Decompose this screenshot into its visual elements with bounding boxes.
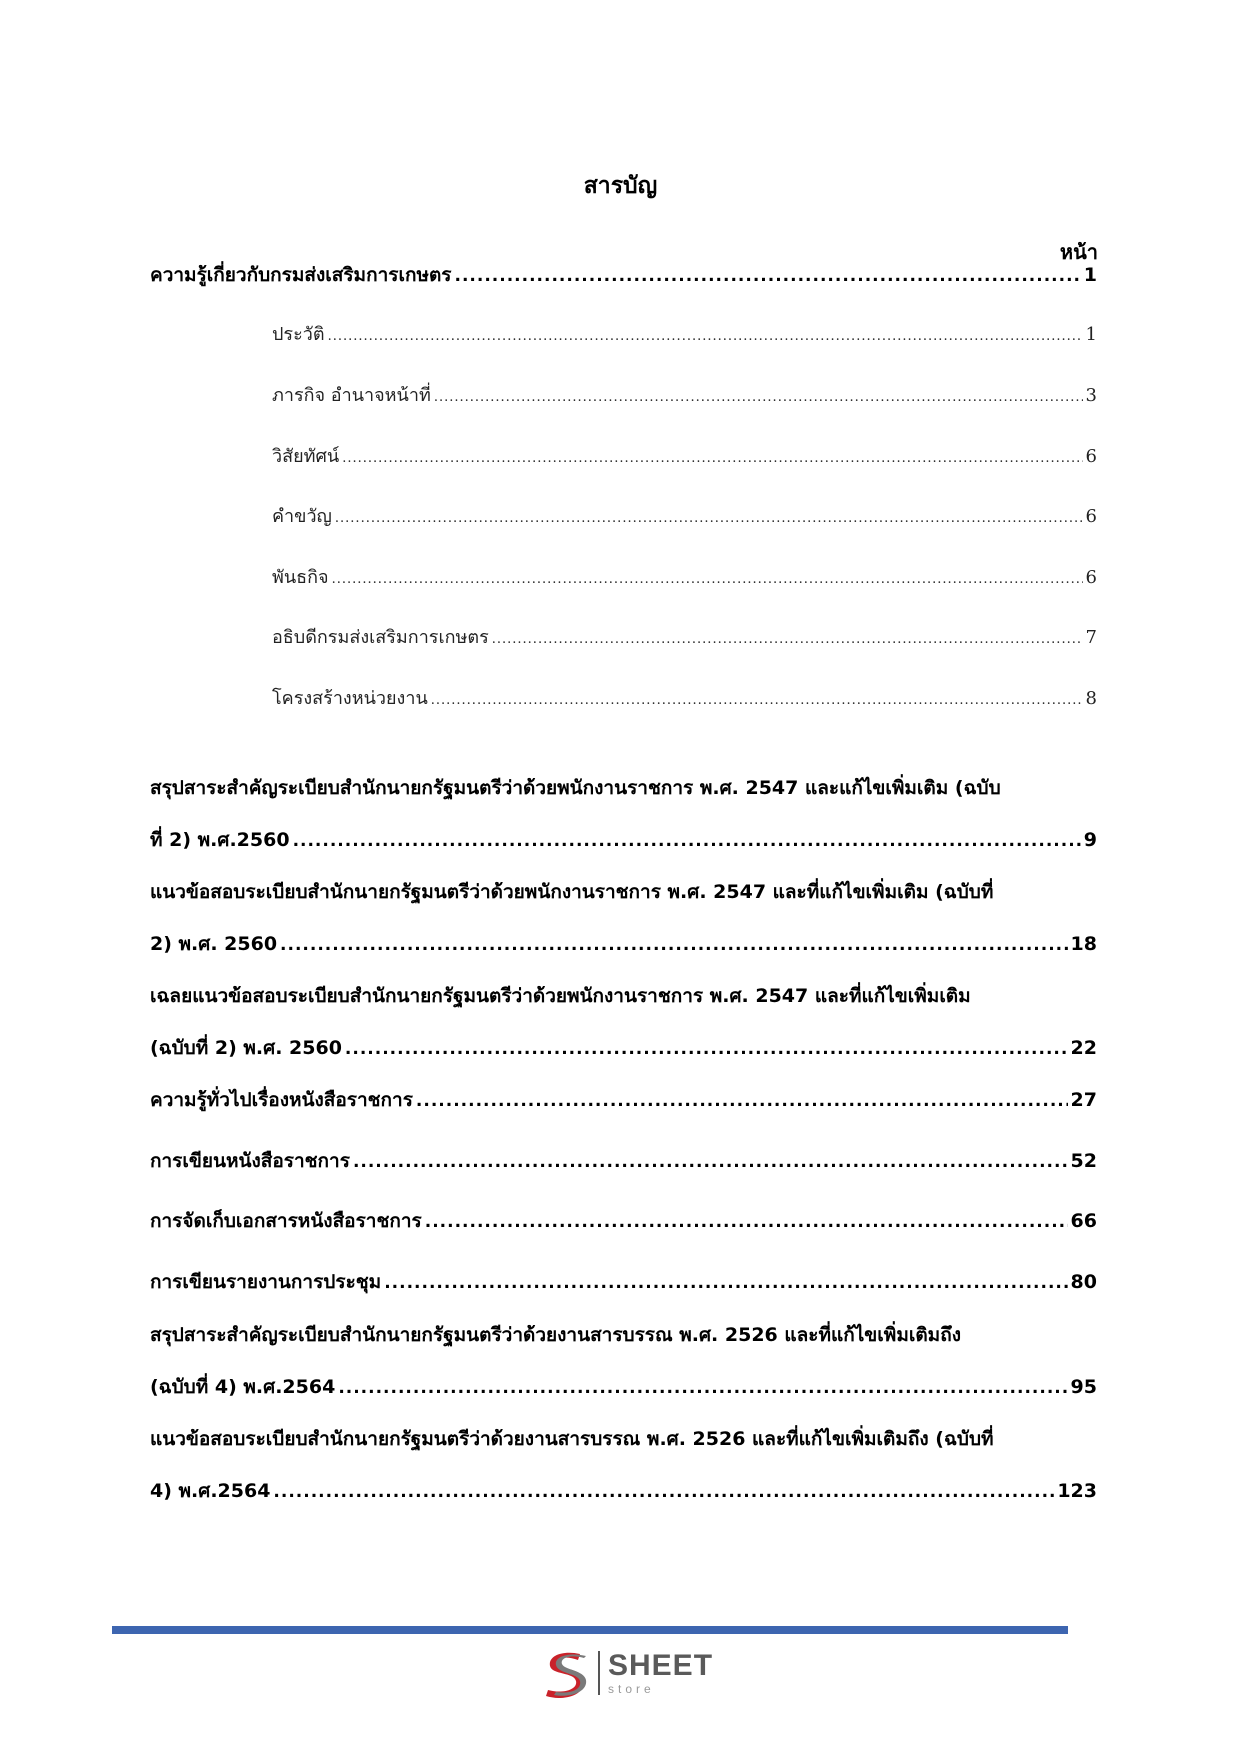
toc-entry-text: การเขียนรายงานการประชุม bbox=[150, 1271, 382, 1293]
toc-entry-page: 1 bbox=[1083, 264, 1097, 286]
toc-entry-text: การจัดเก็บเอกสารหนังสือราชการ bbox=[150, 1210, 422, 1232]
toc-entry-page: 6 bbox=[1085, 446, 1097, 467]
sheet-store-logo bbox=[540, 1648, 713, 1698]
toc-entry-text-line2: (ฉบับที่ 2) พ.ศ. 2560 bbox=[150, 1037, 342, 1059]
toc-sub-entry[interactable] bbox=[272, 563, 1097, 593]
leader-dots bbox=[332, 565, 1083, 595]
toc-entry-text-line2: ที่ 2) พ.ศ.2560 bbox=[150, 829, 290, 851]
toc-entry-text: ความรู้เกี่ยวกับกรมส่งเสริมการเกษตร bbox=[150, 264, 452, 286]
leader-dots bbox=[431, 686, 1083, 716]
logo-separator bbox=[598, 1651, 600, 1695]
leader-dots bbox=[492, 625, 1083, 655]
toc-entry-text-line2: (ฉบับที่ 4) พ.ศ.2564 bbox=[150, 1376, 336, 1398]
toc-entry-text: ความรู้ทั่วไปเรื่องหนังสือราชการ bbox=[150, 1089, 413, 1111]
toc-entry-text: พันธกิจ bbox=[272, 567, 329, 588]
leader-dots bbox=[328, 322, 1083, 352]
toc-entry-text-line1: เฉลยแนวข้อสอบระเบียบสำนักนายกรัฐมนตรีว่าด้วยพนักงานราชการ พ.ศ. 2547 และที่แก้ไขเพิ่มเติม bbox=[150, 985, 971, 1007]
toc-entry-page: 123 bbox=[1057, 1480, 1097, 1502]
leader-dots bbox=[384, 1268, 1067, 1298]
toc-entry-page: 8 bbox=[1085, 688, 1097, 709]
leader-dots bbox=[434, 383, 1083, 413]
leader-dots bbox=[455, 261, 1081, 291]
toc-title: สารบัญ bbox=[583, 173, 658, 199]
toc-sub-entry[interactable] bbox=[272, 320, 1097, 350]
leader-dots bbox=[273, 1477, 1054, 1507]
toc-entry-page: 80 bbox=[1070, 1271, 1097, 1293]
leader-dots bbox=[280, 930, 1068, 960]
toc-entry-text: ภารกิจ อำนาจหน้าที่ bbox=[272, 385, 431, 406]
toc-sub-entry[interactable] bbox=[272, 502, 1097, 532]
toc-entry-text-line1: แนวข้อสอบระเบียบสำนักนายกรัฐมนตรีว่าด้วยงานสารบรรณ พ.ศ. 2526 และที่แก้ไขเพิ่มเติมถึง (ฉบับที่ bbox=[150, 1428, 994, 1450]
page-column-header: หน้า bbox=[1059, 240, 1098, 264]
toc-entry-page: 66 bbox=[1070, 1210, 1097, 1232]
leader-dots bbox=[416, 1086, 1068, 1116]
toc-entry[interactable] bbox=[150, 260, 1097, 290]
toc-entry-text: โครงสร้างหน่วยงาน bbox=[272, 688, 428, 709]
toc-sub-entry[interactable] bbox=[272, 623, 1097, 653]
toc-entry-page: 22 bbox=[1070, 1037, 1097, 1059]
toc-entry[interactable] bbox=[150, 1267, 1097, 1297]
sheet-store-s-icon bbox=[540, 1648, 592, 1698]
toc-entry-page: 95 bbox=[1070, 1376, 1097, 1398]
toc-entry-text: อธิบดีกรมส่งเสริมการเกษตร bbox=[272, 627, 489, 648]
toc-entry[interactable] bbox=[150, 877, 1097, 959]
toc-entry-page: 3 bbox=[1085, 385, 1097, 406]
toc-entry-text: การเขียนหนังสือราชการ bbox=[150, 1150, 350, 1172]
toc-sub-entry[interactable] bbox=[272, 442, 1097, 472]
toc-entry[interactable] bbox=[150, 1424, 1097, 1506]
toc-entry-text-line2: 4) พ.ศ.2564 bbox=[150, 1480, 271, 1502]
toc-entry[interactable] bbox=[150, 1146, 1097, 1176]
toc-entry-text-line1: สรุปสาระสำคัญระเบียบสำนักนายกรัฐมนตรีว่าด้วยงานสารบรรณ พ.ศ. 2526 และที่แก้ไขเพิ่มเติมถึง bbox=[150, 1324, 961, 1346]
leader-dots bbox=[342, 444, 1082, 474]
logo-subtext: store bbox=[608, 1682, 655, 1696]
leader-dots bbox=[335, 504, 1083, 534]
toc-entry-page: 52 bbox=[1070, 1150, 1097, 1172]
logo-wordmark: SHEET bbox=[608, 1649, 714, 1682]
toc-sub-entry[interactable] bbox=[272, 381, 1097, 411]
toc-entry[interactable] bbox=[150, 1085, 1097, 1115]
leader-dots bbox=[353, 1147, 1068, 1177]
toc-entry[interactable] bbox=[150, 773, 1097, 855]
toc-entry-page: 6 bbox=[1085, 567, 1097, 588]
toc-entry-text: คำขวัญ bbox=[272, 506, 332, 527]
leader-dots bbox=[293, 826, 1081, 856]
toc-entry-text-line2: 2) พ.ศ. 2560 bbox=[150, 933, 278, 955]
toc-entry-text: วิสัยทัศน์ bbox=[272, 446, 340, 467]
toc-entry-text-line1: แนวข้อสอบระเบียบสำนักนายกรัฐมนตรีว่าด้วยพนักงานราชการ พ.ศ. 2547 และที่แก้ไขเพิ่มเติม (ฉบับที่ bbox=[150, 881, 994, 903]
leader-dots bbox=[425, 1207, 1068, 1237]
toc-entry-page: 1 bbox=[1085, 324, 1097, 345]
leader-dots bbox=[338, 1373, 1067, 1403]
toc-entry[interactable] bbox=[150, 1320, 1097, 1402]
toc-entry-page: 6 bbox=[1085, 506, 1097, 527]
footer-rule bbox=[112, 1626, 1068, 1634]
toc-entry-page: 18 bbox=[1070, 933, 1097, 955]
toc-entry-text: ประวัติ bbox=[272, 324, 325, 345]
toc-entry-page: 7 bbox=[1085, 627, 1097, 648]
toc-sub-entry[interactable] bbox=[272, 684, 1097, 714]
toc-entry[interactable] bbox=[150, 981, 1097, 1063]
toc-entry[interactable] bbox=[150, 1206, 1097, 1236]
leader-dots bbox=[345, 1034, 1068, 1064]
toc-entry-page: 27 bbox=[1070, 1089, 1097, 1111]
toc-entry-page: 9 bbox=[1083, 829, 1097, 851]
toc-entry-text-line1: สรุปสาระสำคัญระเบียบสำนักนายกรัฐมนตรีว่าด้วยพนักงานราชการ พ.ศ. 2547 และแก้ไขเพิ่มเติม (ฉบับ bbox=[150, 777, 1001, 799]
